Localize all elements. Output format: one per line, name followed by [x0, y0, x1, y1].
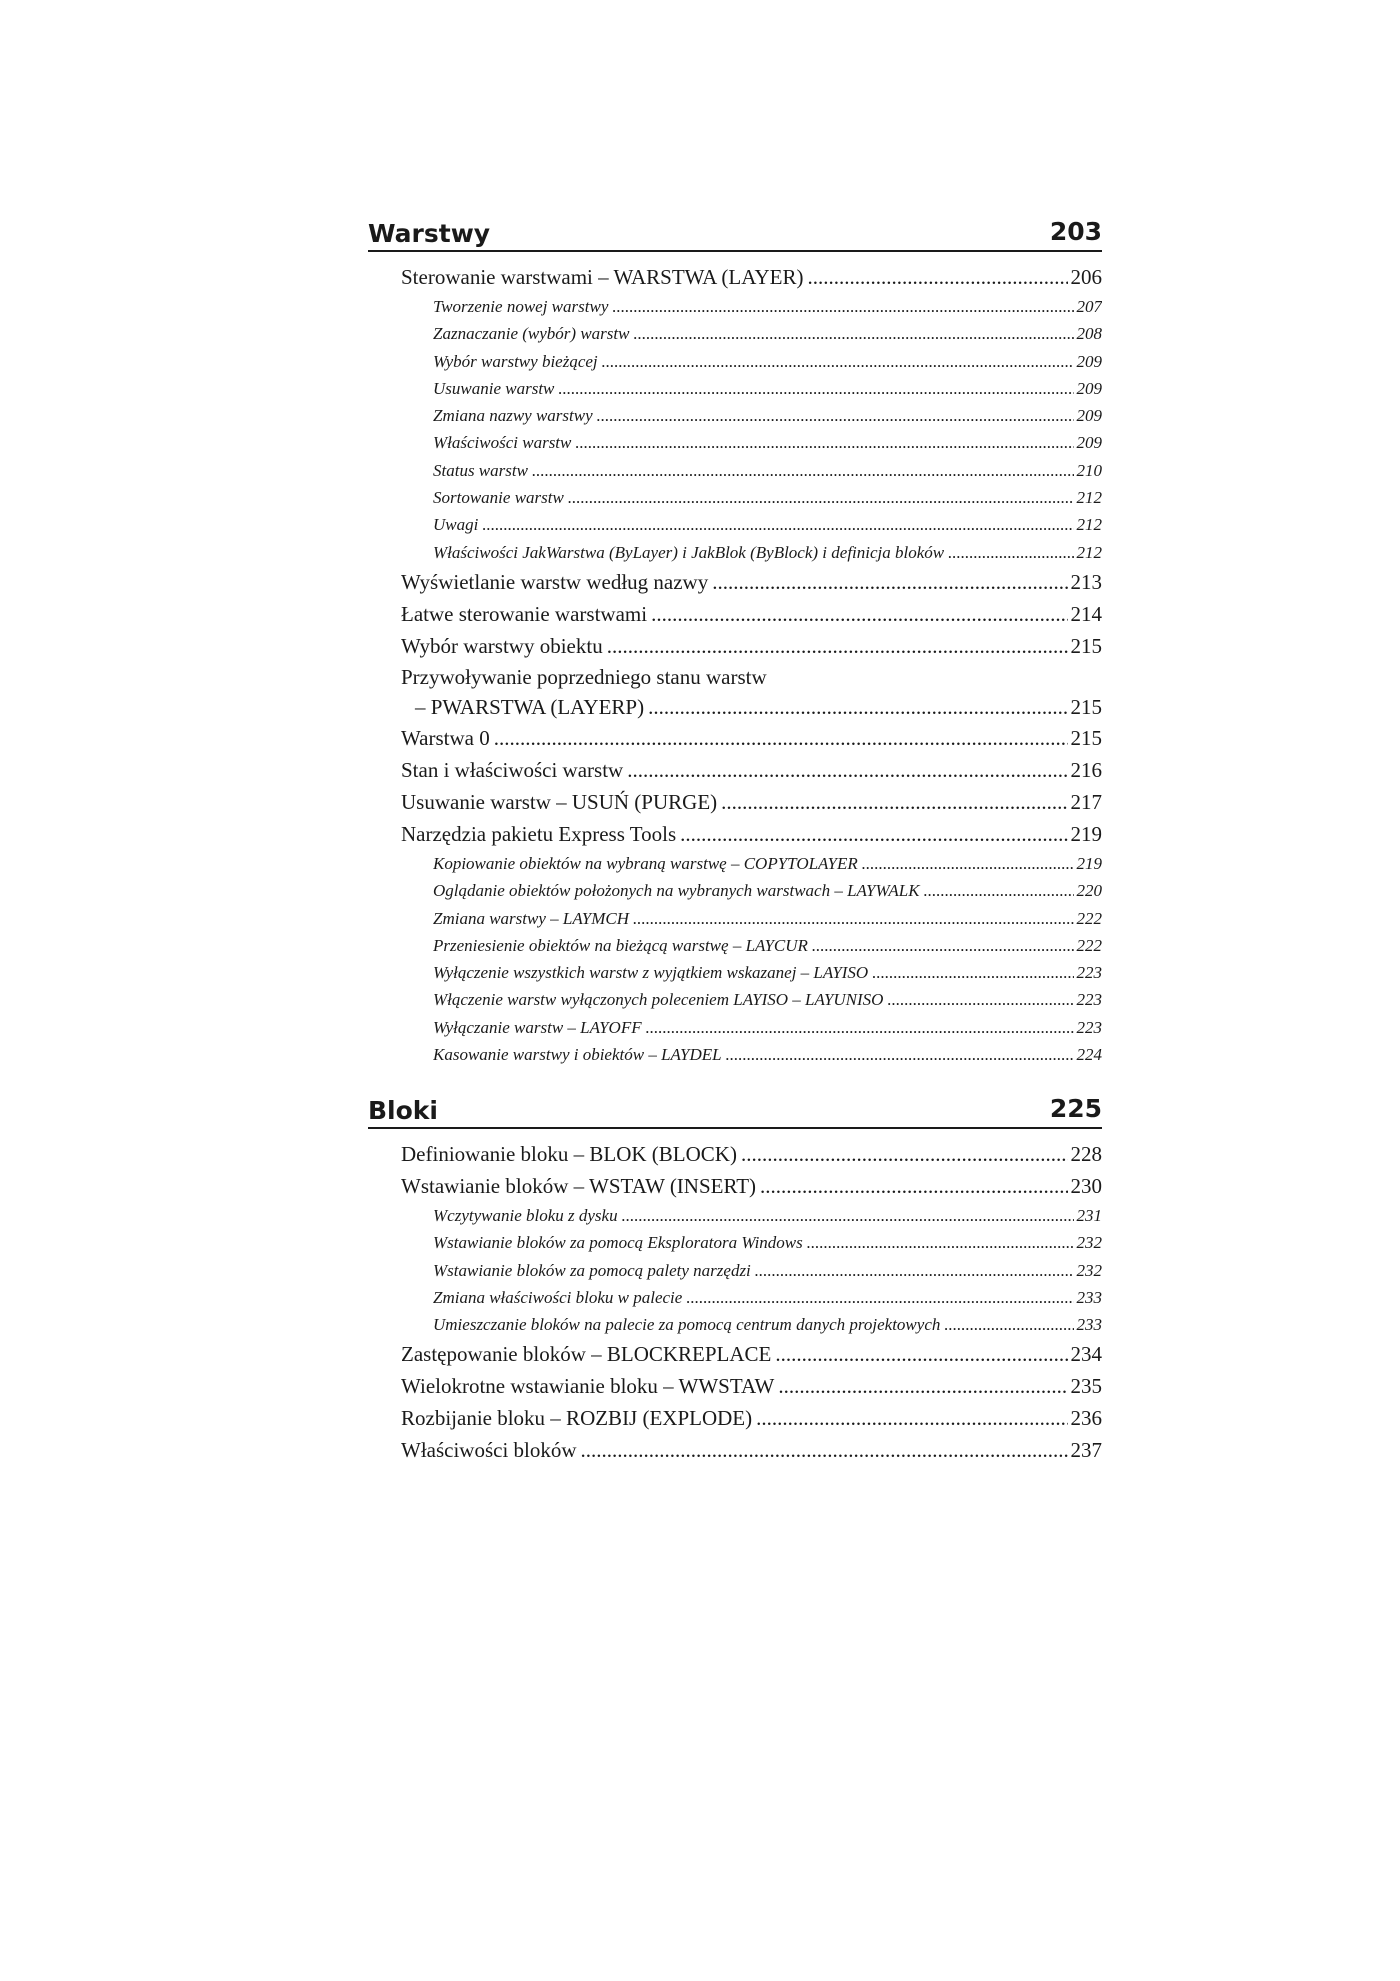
toc-entry-page-number: 209 — [1076, 378, 1102, 398]
leader-dots — [862, 850, 1074, 877]
toc-subentry[interactable] — [433, 1311, 1102, 1338]
leader-dots — [726, 1041, 1074, 1068]
toc-entry-page-number: 223 — [1076, 1017, 1102, 1037]
toc-entry-label: Wstawianie bloków za pomocą palety narzędzi — [433, 1260, 751, 1280]
toc-entry-label: Zaznaczanie (wybór) warstw — [433, 324, 630, 344]
toc-subentry[interactable] — [433, 1202, 1102, 1229]
toc-entry-list — [368, 1138, 1102, 1466]
toc-entry-label: Zmiana warstwy – LAYMCH — [433, 908, 630, 928]
toc-entry[interactable] — [401, 1338, 1102, 1370]
toc-entry[interactable] — [401, 566, 1102, 598]
toc-entry-page-number: 212 — [1076, 488, 1102, 508]
toc-subentry[interactable] — [433, 932, 1102, 959]
toc-entry-page-number: 212 — [1076, 542, 1102, 562]
toc-entry-label: Kasowanie warstwy i obiektów – LAYDEL — [433, 1045, 722, 1065]
toc-entry-page-number: 232 — [1076, 1260, 1102, 1280]
toc-entry-page-number: 237 — [1070, 1438, 1102, 1463]
toc-subentry[interactable] — [433, 511, 1102, 538]
leader-dots — [612, 293, 1073, 320]
toc-entry-label: Wyświetlanie warstw według nazwy — [401, 569, 709, 594]
leader-dots — [755, 1257, 1074, 1284]
toc-entry-label: Oglądanie obiektów położonych na wybranych warstwach – LAYWALK — [433, 881, 920, 901]
toc-subentry[interactable] — [433, 905, 1102, 932]
toc-entry[interactable] — [401, 786, 1102, 818]
toc-entry-page-number: 224 — [1076, 1045, 1102, 1065]
leader-dots — [775, 1338, 1067, 1370]
toc-subentry[interactable] — [433, 877, 1102, 904]
toc-subentry[interactable] — [433, 959, 1102, 986]
leader-dots — [887, 986, 1073, 1013]
leader-dots — [648, 692, 1067, 722]
toc-entry-label: Zastępowanie bloków – BLOCKREPLACE — [401, 1342, 772, 1367]
toc-subentry[interactable] — [433, 402, 1102, 429]
toc-entry-label: Sortowanie warstw — [433, 488, 564, 508]
toc-entry-label: Stan i właściwości warstw — [401, 757, 624, 782]
leader-dots — [482, 511, 1073, 538]
toc-entry-label: Tworzenie nowej warstwy — [433, 297, 609, 316]
leader-dots — [721, 786, 1067, 818]
toc-entry-page-number: 217 — [1070, 789, 1102, 814]
leader-dots — [756, 1402, 1067, 1434]
chapter-page-number: 225 — [1049, 1094, 1102, 1123]
leader-dots — [944, 1311, 1073, 1338]
toc-entry-label: Właściwości bloków — [401, 1438, 577, 1463]
toc-entry-label: Wybór warstwy bieżącej — [433, 351, 598, 371]
toc-entry-page-number: 215 — [1070, 694, 1102, 719]
toc-subentry[interactable] — [433, 1257, 1102, 1284]
leader-dots — [494, 722, 1068, 754]
toc-entry-label: Status warstw — [433, 460, 528, 480]
toc-entry-page-number: 223 — [1076, 963, 1102, 983]
toc-entry-page-number: 213 — [1070, 569, 1102, 594]
toc-entry-label: Zmiana nazwy warstwy — [433, 406, 593, 426]
toc-entry-list — [368, 261, 1102, 1068]
toc-entry-label: Przeniesienie obiektów na bieżącą warstwę – LAYCUR — [433, 935, 808, 955]
toc-entry-page-number: 234 — [1070, 1342, 1102, 1367]
toc-entry[interactable] — [401, 662, 1102, 722]
leader-dots — [680, 818, 1067, 850]
chapter-warstwy — [368, 210, 1102, 1068]
leader-dots — [575, 429, 1073, 456]
leader-dots — [633, 905, 1073, 932]
chapter-header — [368, 1087, 1102, 1129]
toc-entry-label: Włączenie warstw wyłączonych poleceniem LAYISO – LAYUNISO — [433, 990, 884, 1010]
toc-entry-page-number: 223 — [1076, 990, 1102, 1010]
toc-subentry[interactable] — [433, 1284, 1102, 1311]
toc-entry-label: Wybór warstwy obiektu — [401, 633, 603, 658]
toc-entry-label: Wstawianie bloków – WSTAW (INSERT) — [401, 1174, 757, 1198]
leader-dots — [807, 261, 1067, 293]
toc-entry-label: Właściwości warstw — [433, 433, 572, 453]
toc-subentry[interactable] — [433, 1229, 1102, 1256]
toc-entry-page-number: 222 — [1076, 908, 1102, 928]
toc-entry-continuation: – PWARSTWA (LAYERP) — [415, 694, 645, 719]
toc-entry-label: Usuwanie warstw — [433, 378, 555, 398]
toc-subentry[interactable] — [433, 1014, 1102, 1041]
toc-entry[interactable] — [401, 1370, 1102, 1402]
toc-entry-label: Wielokrotne wstawianie bloku – WWSTAW — [401, 1374, 775, 1399]
toc-entry-label: Uwagi — [433, 515, 479, 535]
toc-entry-page-number: 208 — [1076, 324, 1102, 344]
leader-dots — [948, 539, 1073, 566]
toc-entry-page-number: 232 — [1076, 1233, 1102, 1253]
toc-entry[interactable] — [401, 598, 1102, 630]
chapter-title: Warstwy — [368, 219, 491, 248]
toc-entry-page-number: 207 — [1076, 297, 1102, 316]
toc-entry-page-number: 220 — [1076, 881, 1102, 901]
toc-entry-page-number: 212 — [1076, 515, 1102, 535]
toc-subentry[interactable] — [433, 293, 1102, 320]
toc-entry-continuation-row — [401, 692, 1102, 722]
toc-entry-page-number: 206 — [1070, 265, 1102, 289]
toc-entry[interactable] — [401, 754, 1102, 786]
toc-entry-page-number: 233 — [1076, 1315, 1102, 1335]
chapter-header — [368, 210, 1102, 252]
chapter-bloki — [368, 1087, 1102, 1466]
toc-entry-label: Umieszczanie bloków na palecie za pomocą centrum danych projektowych — [433, 1315, 941, 1335]
leader-dots — [712, 566, 1067, 598]
toc-entry-label: Usuwanie warstw – USUŃ (PURGE) — [401, 789, 718, 814]
chapter-page-number: 203 — [1049, 217, 1102, 246]
toc-entry-label: Zmiana właściwości bloku w palecie — [433, 1287, 683, 1307]
leader-dots — [568, 484, 1074, 511]
toc-entry-page-number: 216 — [1070, 757, 1102, 782]
toc-subentry[interactable] — [433, 375, 1102, 402]
toc-entry-label: Kopiowanie obiektów na wybraną warstwę – COPYTOLAYER — [433, 853, 858, 873]
leader-dots — [651, 598, 1067, 630]
toc-subentry[interactable] — [433, 539, 1102, 566]
toc-subentry[interactable] — [433, 1041, 1102, 1068]
toc-entry-page-number: 209 — [1076, 351, 1102, 371]
leader-dots — [646, 1014, 1074, 1041]
leader-dots — [532, 457, 1074, 484]
leader-dots — [872, 959, 1073, 986]
toc-entry-page-number: 230 — [1070, 1174, 1102, 1198]
toc-entry-label: Definiowanie bloku – BLOK (BLOCK) — [401, 1142, 737, 1166]
leader-dots — [924, 877, 1074, 904]
toc-entry-page-number: 209 — [1076, 433, 1102, 453]
leader-dots — [581, 1434, 1068, 1466]
toc-subentry[interactable] — [433, 484, 1102, 511]
toc-entry-label: Wyłączanie warstw – LAYOFF — [433, 1017, 642, 1037]
leader-dots — [558, 375, 1073, 402]
toc-entry-page-number: 215 — [1070, 633, 1102, 658]
toc-entry-label: Przywoływanie poprzedniego stanu warstw — [401, 664, 767, 689]
toc-entry[interactable] — [401, 1402, 1102, 1434]
toc-entry-page-number: 210 — [1076, 460, 1102, 480]
chapter-title: Bloki — [368, 1096, 438, 1125]
leader-dots — [760, 1170, 1067, 1202]
toc-entry-label: Warstwa 0 — [401, 725, 490, 750]
toc-subentry[interactable] — [433, 850, 1102, 877]
toc-entry-page-number: 219 — [1076, 853, 1102, 873]
toc-entry-page-number: 236 — [1070, 1406, 1102, 1431]
leader-dots — [627, 754, 1067, 786]
leader-dots — [778, 1370, 1067, 1402]
toc-entry[interactable] — [401, 722, 1102, 754]
toc-subentry[interactable] — [433, 429, 1102, 456]
toc-subentry[interactable] — [433, 457, 1102, 484]
leader-dots — [807, 1229, 1074, 1256]
toc-entry-page-number: 228 — [1070, 1142, 1102, 1166]
leader-dots — [812, 932, 1074, 959]
toc-entry[interactable] — [401, 818, 1102, 850]
toc-subentry[interactable] — [433, 986, 1102, 1013]
toc-entry-page-number: 219 — [1070, 821, 1102, 846]
toc-entry[interactable] — [401, 630, 1102, 662]
toc-entry-page-number: 233 — [1076, 1287, 1102, 1307]
toc-entry-label: Narzędzia pakietu Express Tools — [401, 821, 677, 846]
leader-dots — [741, 1138, 1068, 1170]
toc-entry-label: Właściwości JakWarstwa (ByLayer) i JakBlok (ByBlock) i definicja bloków — [433, 542, 945, 562]
toc-entry[interactable] — [401, 1434, 1102, 1466]
toc-entry-label: Łatwe sterowanie warstwami — [401, 601, 648, 626]
leader-dots — [597, 402, 1074, 429]
toc-subentry[interactable] — [433, 348, 1102, 375]
leader-dots — [607, 630, 1068, 662]
leader-dots — [686, 1284, 1073, 1311]
toc-entry-page-number: 235 — [1070, 1374, 1102, 1399]
leader-dots — [622, 1202, 1074, 1229]
toc-entry-label: Rozbijanie bloku – ROZBIJ (EXPLODE) — [401, 1406, 753, 1431]
toc-entry-page-number: 214 — [1070, 601, 1102, 626]
toc-entry[interactable] — [401, 1138, 1102, 1170]
toc-entry-page-number: 215 — [1070, 725, 1102, 750]
leader-dots — [602, 348, 1074, 375]
leader-dots — [633, 320, 1073, 347]
toc-entry-label: Wyłączenie wszystkich warstw z wyjątkiem wskazanej – LAYISO — [433, 963, 869, 983]
toc-entry-page-number: 209 — [1076, 406, 1102, 426]
toc-subentry[interactable] — [433, 320, 1102, 347]
toc-entry-page-number: 231 — [1076, 1206, 1102, 1225]
toc-entry-label: Wstawianie bloków za pomocą Eksploratora Windows — [433, 1233, 803, 1253]
toc-entry[interactable] — [401, 1170, 1102, 1202]
toc-entry-page-number: 222 — [1076, 935, 1102, 955]
toc-entry[interactable] — [401, 261, 1102, 293]
toc-entry-label: Wczytywanie bloku z dysku — [433, 1206, 618, 1225]
toc-entry-label: Sterowanie warstwami – WARSTWA (LAYER) — [401, 265, 804, 289]
